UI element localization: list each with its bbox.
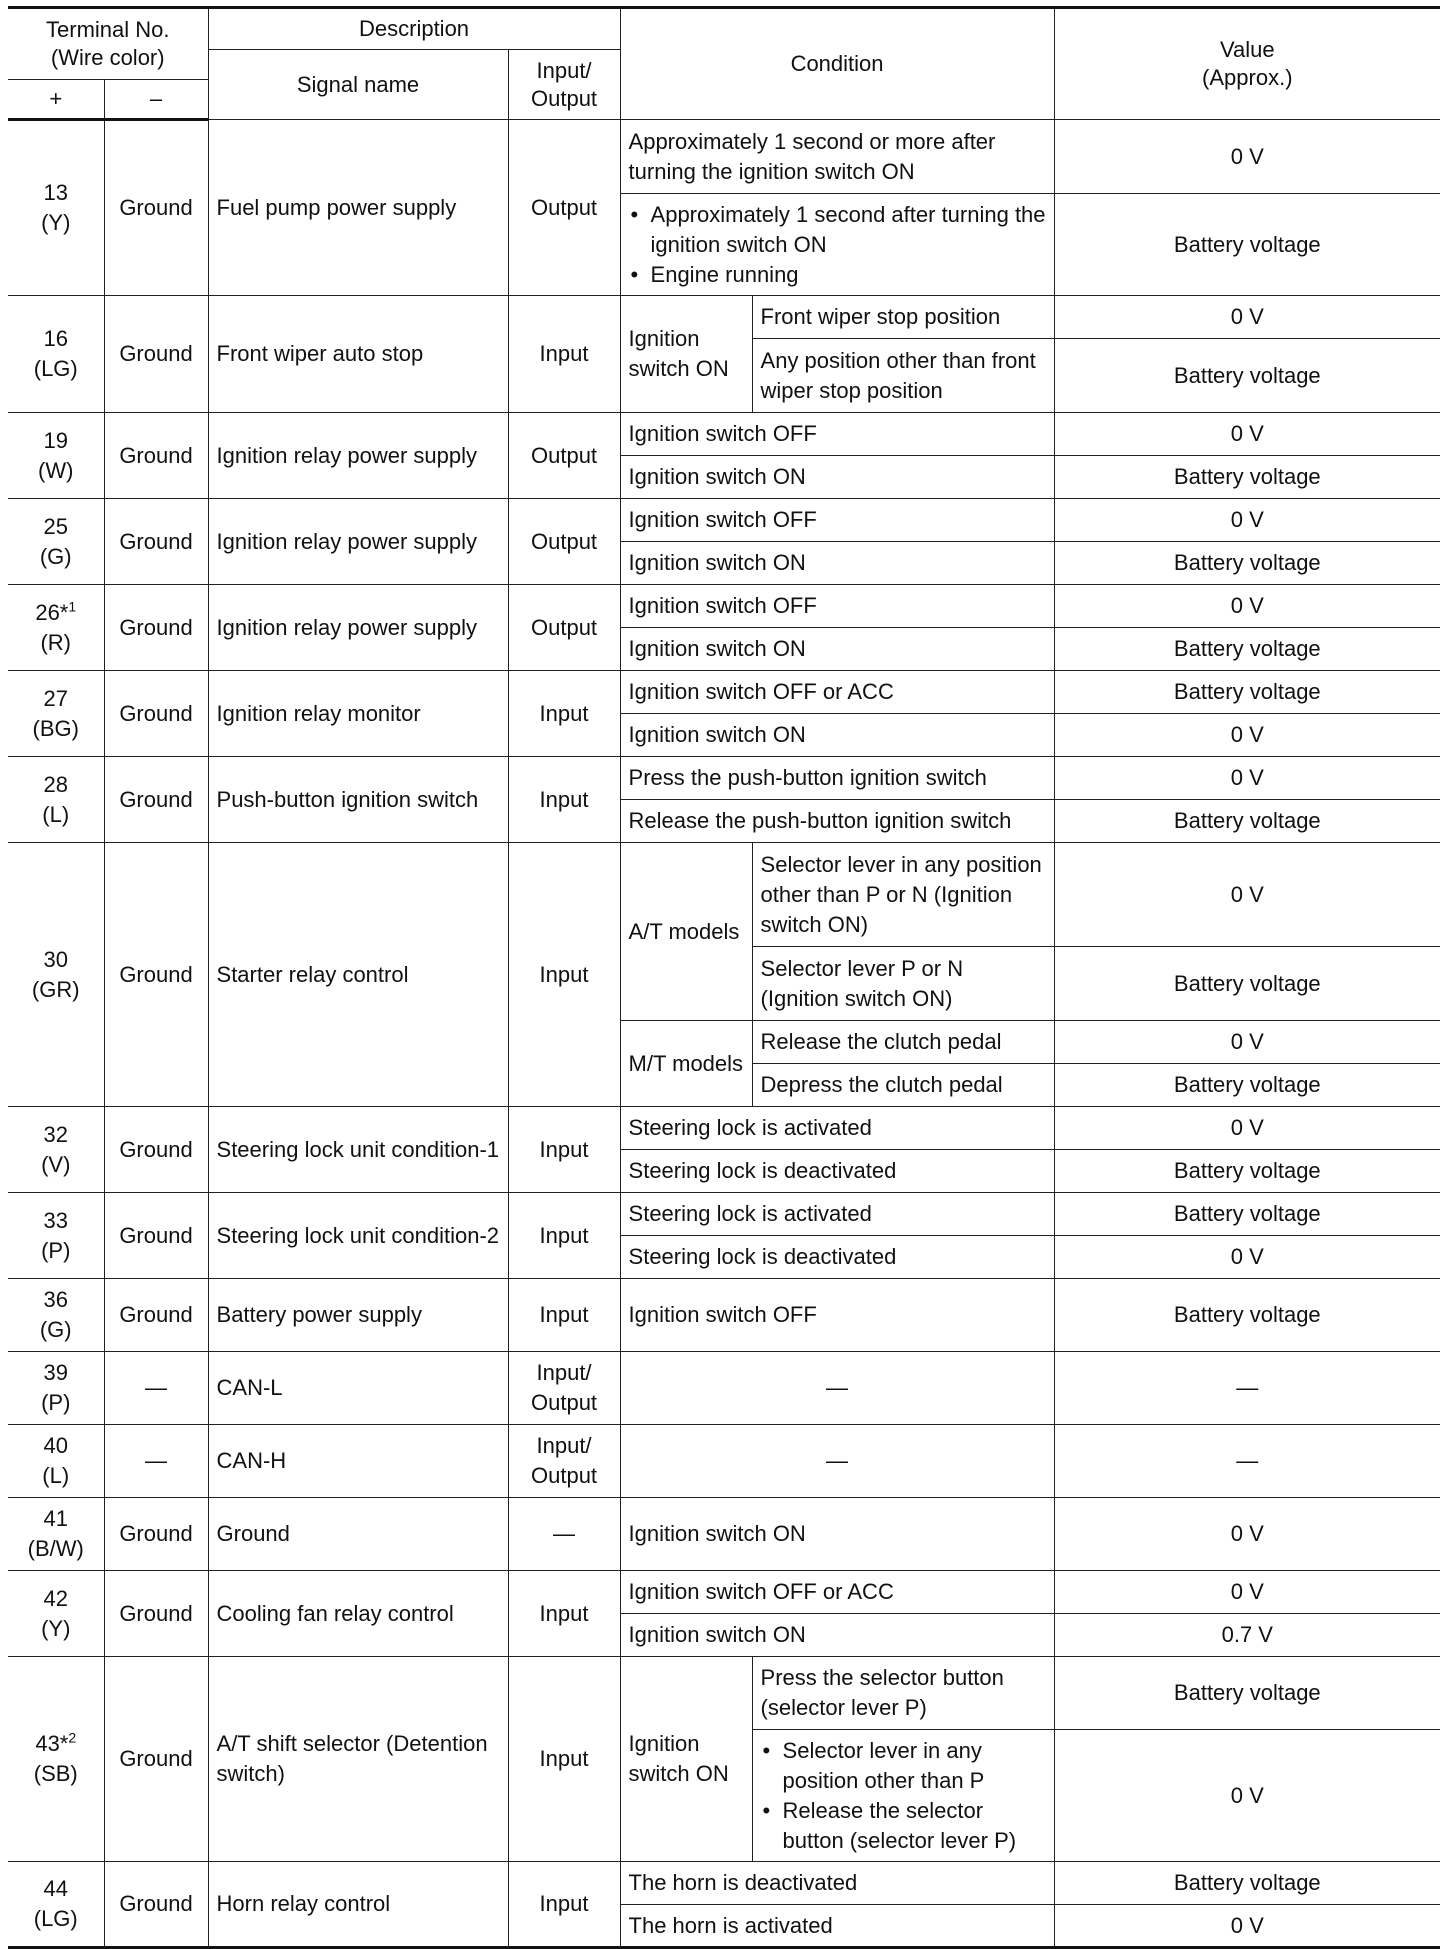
table-row [8,1279,1440,1352]
value: 0 V [1054,843,1440,947]
ground-terminal: Ground [104,1193,208,1279]
condition: Release the push-button ignition switch [620,800,1054,843]
table-row [8,120,1440,194]
terminal-number: 43*$^2$ (SB) [8,1657,104,1862]
io-type: Output [508,120,620,296]
header-value: Value (Approx.) [1054,8,1440,120]
io-type: Input/ Output [508,1425,620,1498]
condition: Ignition switch OFF or ACC [620,671,1054,714]
header-plus: + [8,80,104,120]
condition [620,194,1054,296]
value: Battery voltage [1054,628,1440,671]
terminal-number: 42 (Y) [8,1571,104,1657]
signal-name: Ground [208,1498,508,1571]
value: 0 V [1054,585,1440,628]
header-condition: Condition [620,8,1054,120]
value: — [1054,1352,1440,1425]
condition: Press the selector button (selector lever P) [752,1657,1054,1730]
io-type: Input [508,1193,620,1279]
condition: Ignition switch OFF [620,1279,1054,1352]
terminal-number: 25 (G) [8,499,104,585]
ground-terminal: Ground [104,120,208,296]
signal-name: Push-button ignition switch [208,757,508,843]
signal-name: Ignition relay power supply [208,499,508,585]
condition: Selector lever P or N (Ignition switch ON) [752,947,1054,1021]
condition: Press the push-button ignition switch [620,757,1054,800]
value: — [1054,1425,1440,1498]
io-type: Input [508,1862,620,1948]
io-type: Input [508,1571,620,1657]
signal-name: Horn relay control [208,1862,508,1948]
terminal-number: 36 (G) [8,1279,104,1352]
condition: Ignition switch OFF [620,413,1054,456]
ground-terminal: Ground [104,843,208,1107]
terminal-table [8,6,1440,1949]
signal-name: Starter relay control [208,843,508,1107]
table-row [8,1571,1440,1614]
table-row [8,1425,1440,1498]
header-signal-name: Signal name [208,50,508,120]
ground-terminal: Ground [104,499,208,585]
terminal-number: 27 (BG) [8,671,104,757]
value: Battery voltage [1054,1193,1440,1236]
value: 0 V [1054,757,1440,800]
condition-group: M/T models [620,1021,752,1107]
condition: Release the clutch pedal [752,1021,1054,1064]
value: Battery voltage [1054,542,1440,585]
condition: The horn is deactivated [620,1862,1054,1905]
value: Battery voltage [1054,1064,1440,1107]
condition-group: Ignition switch ON [620,1657,752,1862]
ground-terminal: Ground [104,757,208,843]
table-body [8,120,1440,1948]
condition-bullet: • Selector lever in any position other than P [783,1736,1046,1796]
ground-terminal: Ground [104,413,208,499]
terminal-number: 16 (LG) [8,296,104,413]
table-row [8,843,1440,947]
signal-name: Front wiper auto stop [208,296,508,413]
io-type: Input [508,843,620,1107]
condition: Ignition switch ON [620,1498,1054,1571]
io-type: Output [508,413,620,499]
value: 0.7 V [1054,1614,1440,1657]
terminal-number: 28 (L) [8,757,104,843]
condition: Ignition switch ON [620,542,1054,585]
header-description: Description [208,8,620,50]
table-row [8,1193,1440,1236]
table-row [8,585,1440,628]
condition-bullet-list [761,1736,1046,1856]
value: 0 V [1054,1236,1440,1279]
condition: — [620,1352,1054,1425]
ground-terminal: Ground [104,1498,208,1571]
value: Battery voltage [1054,194,1440,296]
value: Battery voltage [1054,1657,1440,1730]
condition: Ignition switch ON [620,1614,1054,1657]
condition-group: A/T models [620,843,752,1021]
condition: Ignition switch OFF or ACC [620,1571,1054,1614]
ground-terminal: Ground [104,1862,208,1948]
ground-terminal: — [104,1425,208,1498]
value: 0 V [1054,1905,1440,1948]
table-row [8,413,1440,456]
value: Battery voltage [1054,1862,1440,1905]
table-row [8,499,1440,542]
footnote-marker: 2 [68,1729,77,1746]
value: 0 V [1054,296,1440,339]
terminal-number: 26*$^1$ (R) [8,585,104,671]
condition: Steering lock is activated [620,1193,1054,1236]
ground-terminal: Ground [104,1107,208,1193]
condition [752,1730,1054,1862]
terminal-number: 39 (P) [8,1352,104,1425]
value: Battery voltage [1054,1279,1440,1352]
condition-bullet: • Approximately 1 second after turning the ignition switch ON [651,200,1046,260]
condition: Front wiper stop position [752,296,1054,339]
io-type: Output [508,499,620,585]
terminal-number: 41 (B/W) [8,1498,104,1571]
value: 0 V [1054,120,1440,194]
terminal-number: 44 (LG) [8,1862,104,1948]
terminal-number: 13 (Y) [8,120,104,296]
condition: Ignition switch ON [620,714,1054,757]
ground-terminal: — [104,1352,208,1425]
signal-name: Cooling fan relay control [208,1571,508,1657]
terminal-number: 32 (V) [8,1107,104,1193]
value: 0 V [1054,499,1440,542]
value: 0 V [1054,1571,1440,1614]
header-io: Input/ Output [508,50,620,120]
table-row [8,1352,1440,1425]
signal-name: A/T shift selector (Detention switch) [208,1657,508,1862]
condition-bullet: • Release the selector button (selector lever P) [783,1796,1046,1856]
table-row [8,296,1440,339]
condition-bullet-list [629,200,1046,290]
io-type: Input [508,671,620,757]
value: 0 V [1054,714,1440,757]
condition: The horn is activated [620,1905,1054,1948]
condition: Any position other than front wiper stop position [752,339,1054,413]
io-type: Input [508,1107,620,1193]
io-type: Output [508,585,620,671]
condition: Ignition switch OFF [620,585,1054,628]
io-type: Input [508,296,620,413]
ground-terminal: Ground [104,585,208,671]
signal-name: Ignition relay power supply [208,413,508,499]
value: Battery voltage [1054,800,1440,843]
value: Battery voltage [1054,947,1440,1021]
signal-name: CAN-L [208,1352,508,1425]
condition: Steering lock is activated [620,1107,1054,1150]
condition-bullet: • Engine running [651,260,1046,290]
signal-name: CAN-H [208,1425,508,1498]
value: Battery voltage [1054,339,1440,413]
condition: Depress the clutch pedal [752,1064,1054,1107]
table-header [8,8,1440,120]
table-row [8,1657,1440,1730]
terminal-number: 30 (GR) [8,843,104,1107]
table-row [8,757,1440,800]
signal-name: Battery power supply [208,1279,508,1352]
ground-terminal: Ground [104,1279,208,1352]
condition: Steering lock is deactivated [620,1150,1054,1193]
value: 0 V [1054,1021,1440,1064]
value: 0 V [1054,413,1440,456]
terminal-number: 19 (W) [8,413,104,499]
signal-name: Steering lock unit condition-1 [208,1107,508,1193]
table-row [8,1862,1440,1905]
condition: Approximately 1 second or more after turning the ignition switch ON [620,120,1054,194]
terminal-number: 40 (L) [8,1425,104,1498]
ground-terminal: Ground [104,671,208,757]
condition: Ignition switch ON [620,456,1054,499]
io-type: Input [508,1657,620,1862]
table-row [8,671,1440,714]
condition: — [620,1425,1054,1498]
terminal-spec-sheet [8,6,1440,1949]
value: 0 V [1054,1107,1440,1150]
condition-group: Ignition switch ON [620,296,752,413]
header-terminal: Terminal No. (Wire color) [8,8,208,80]
io-type: Input [508,757,620,843]
io-type: Input/ Output [508,1352,620,1425]
signal-name: Steering lock unit condition-2 [208,1193,508,1279]
value: 0 V [1054,1498,1440,1571]
header-minus: – [104,80,208,120]
condition: Ignition switch OFF [620,499,1054,542]
value: Battery voltage [1054,456,1440,499]
condition: Selector lever in any position other than P or N (Ignition switch ON) [752,843,1054,947]
terminal-number: 33 (P) [8,1193,104,1279]
table-row [8,1107,1440,1150]
value: Battery voltage [1054,671,1440,714]
value: 0 V [1054,1730,1440,1862]
signal-name: Fuel pump power supply [208,120,508,296]
value: Battery voltage [1054,1150,1440,1193]
ground-terminal: Ground [104,296,208,413]
footnote-marker: 1 [68,598,77,615]
ground-terminal: Ground [104,1657,208,1862]
table-row [8,1498,1440,1571]
ground-terminal: Ground [104,1571,208,1657]
io-type: Input [508,1279,620,1352]
condition: Ignition switch ON [620,628,1054,671]
signal-name: Ignition relay power supply [208,585,508,671]
condition: Steering lock is deactivated [620,1236,1054,1279]
signal-name: Ignition relay monitor [208,671,508,757]
io-type: — [508,1498,620,1571]
